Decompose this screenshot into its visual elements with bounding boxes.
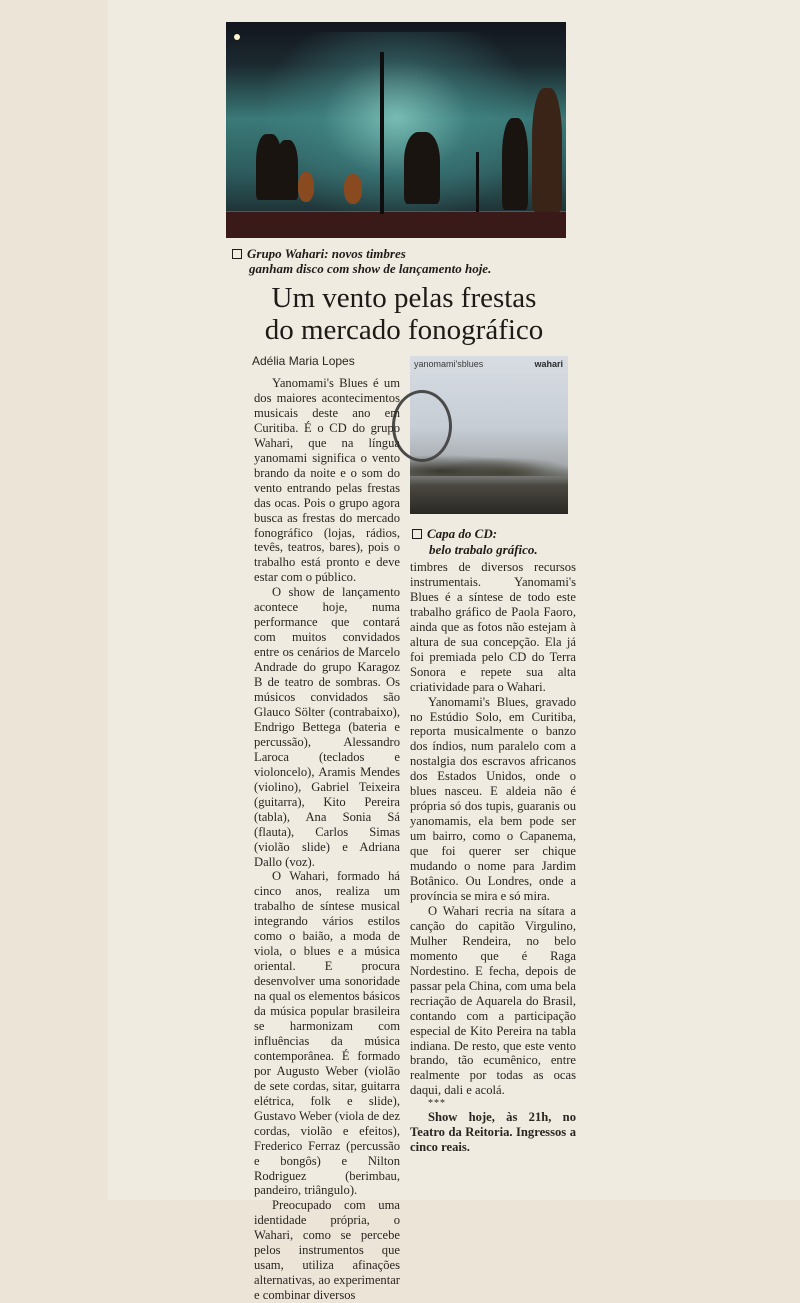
stage-floor — [226, 212, 566, 238]
article-paragraph: Yanomami's Blues é um dos maiores acontecimentos musicais deste ano em Curitiba. É o CD do grupo Wahari, que na língua yanomami significa o vento brando da noite e o som do vento entrando pelas frestas das ocas. Pois o grupo agora busca as frestas do mercado fonográfico (lojas, rádios, tevês, teatros, bares), pois o trabalho está pronto e deve estar com o público. — [254, 376, 400, 585]
musician-figure — [276, 140, 298, 200]
photo-caption — [232, 246, 572, 276]
caption-box-icon — [412, 529, 422, 539]
guitar-shape — [298, 172, 314, 202]
caption-line: Capa do CD: — [427, 526, 498, 541]
tree-silhouette — [410, 452, 568, 476]
newspaper-clipping — [218, 14, 590, 1303]
musician-figure — [532, 88, 562, 212]
headline — [218, 282, 590, 346]
article-column-right — [410, 560, 576, 1155]
article-column-left — [254, 376, 400, 1303]
stand — [476, 152, 479, 212]
cd-cover-artist: wahari — [534, 359, 563, 369]
headline-line: do mercado fonográfico — [264, 314, 544, 346]
musician-figure — [502, 118, 528, 210]
article-paragraph: Preocupado com uma identidade própria, o Wahari, como se percebe pelos instrumentos que usam, utiliza afinações alternativas, ao experimentar e combinar diversos — [254, 1198, 400, 1303]
guitar-shape — [344, 174, 362, 204]
section-separator: *** — [428, 1098, 446, 1110]
musician-figure — [404, 132, 440, 204]
headline-line: Um vento pelas frestas — [271, 282, 537, 314]
caption-line: ganham disco com show de lançamento hoje. — [249, 261, 492, 276]
caption-line: Grupo Wahari: novos timbres — [247, 246, 406, 261]
cd-cover-title: yanomami'sblues — [414, 359, 484, 369]
byline: Adélia Maria Lopes — [252, 354, 355, 368]
spotlight — [234, 34, 240, 40]
band-photo — [226, 22, 566, 238]
cover-caption — [412, 526, 582, 558]
microphone-stand — [380, 52, 384, 214]
article-paragraph: O Wahari recria na sítara a canção do capitão Virgulino, Mulher Rendeira, no belo momento que é Raga Nordestino. E fecha, depois de passar pela China, com uma bela recriação de Aquarela do Brasil, contando com a participação especial de Kito Pereira na tabla indiana. De resto, que este vento brando, tão ecumênico, entre realmente por todas as ocas daqui, dali e acolá. — [410, 903, 576, 1098]
article-paragraph: O Wahari, formado há cinco anos, realiza um trabalho de síntese musical integrando vários estilos como o baião, a moda de viola, o blues e a música oriental. E procura desenvolver uma sonoridade na qual os elementos básicos da música popular brasileira se harmonizam com influências da música contemporânea. É formado por Augusto Weber (violão de sete cordas, sitar, guitarra elétrica, folk e slide), Gustavo Weber (viola de dez cordas, violão e efeitos), Frederico Ferraz (percussão e bongôs) e Nilton Rodriguez (berimbau, pandeiro, triângulo). — [254, 869, 400, 1198]
caption-box-icon — [232, 249, 242, 259]
show-info: Show hoje, às 21h, no Teatro da Reitoria. Ingressos a cinco reais. — [410, 1110, 576, 1155]
article-paragraph: timbres de diversos recursos instrumentais. Yanomami's Blues é a síntese de todo este trabalho gráfico de Paola Faoro, ainda que as fotos não estejam à altura de sua concepção. Ela já foi premiada pelo CD do Terra Sonora e repete sua alta criatividade para o Wahari. — [410, 560, 576, 694]
article-paragraph: O show de lançamento acontece hoje, numa performance que contará com muitos convidados entre os cenários de Marcelo Andrade do grupo Karagoz B de teatro de sombras. Os músicos convidados são Glauco Sölter (contrabaixo), Endrigo Bettega (bateria e percussão), Alessandro Laroca (teclados e violoncelo), Aramis Mendes (violino), Gabriel Teixeira (guitarra), Kito Pereira (tabla), Ana Sonia Sá (flauta), Carlos Simas (violão slide) e Adriana Dallo (voz). — [254, 585, 400, 869]
caption-line: belo trabalo gráfico. — [429, 542, 538, 557]
cd-cover-image — [410, 356, 568, 514]
article-paragraph: Yanomami's Blues, gravado no Estúdio Solo, em Curitiba, reporta musicalmente o banzo dos índios, num paralelo com a nostalgia dos escravos africanos dos Estados Unidos, onde o blues nasceu. E aldeia não é própria só dos tupis, guaranis ou yanomamis, ela bem pode ser um bairro, como o Capanema, que foi querer ser chique mudando o nome para Jardim Botânico. Ou Londres, onde a província se mira e só mira. — [410, 694, 576, 903]
